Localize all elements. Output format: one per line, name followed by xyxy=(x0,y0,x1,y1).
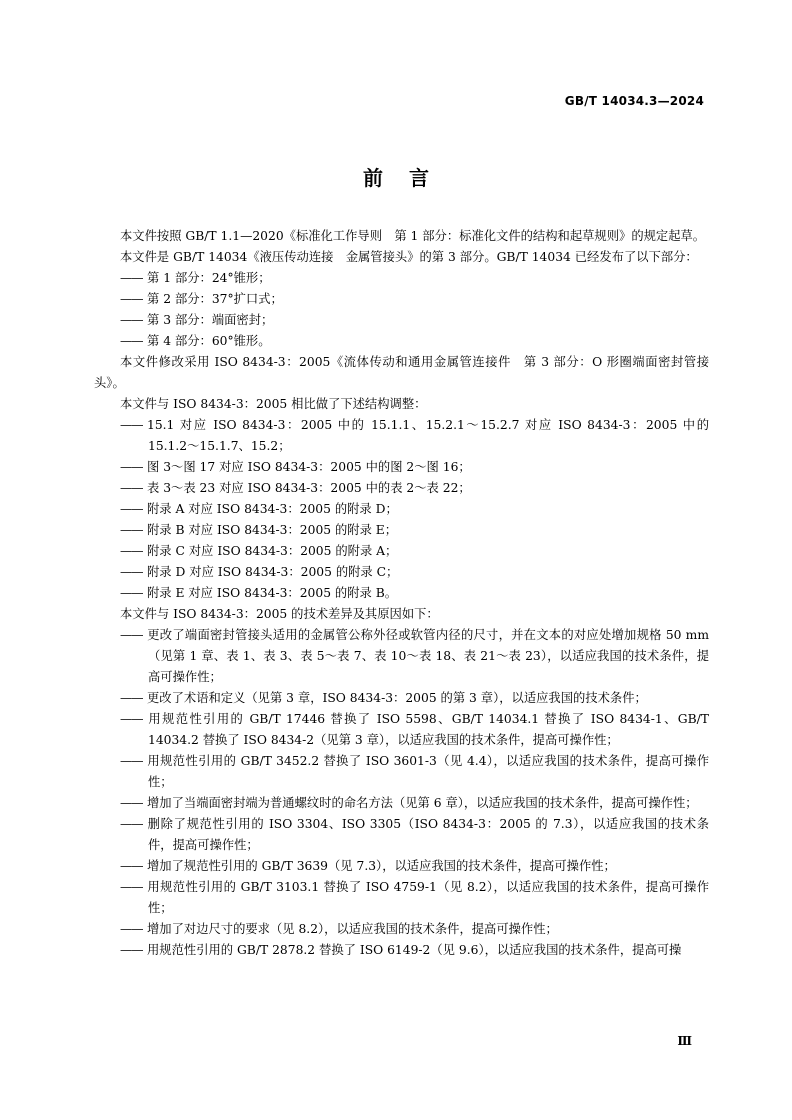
list-item: —— 第 1 部分：24°锥形； xyxy=(120,271,271,285)
list-item: —— 更改了术语和定义（见第 3 章，ISO 8434-3：2005 的第 3 章），以适应我国的技术条件； xyxy=(120,691,647,705)
list-item: —— 用规范性引用的 GB/T 3452.2 替换了 ISO 3601-3（见 4.4），以适应我国的技术条件，提高可操作性； xyxy=(120,754,709,789)
list-item: —— 删除了规范性引用的 ISO 3304、ISO 3305（ISO 8434-3：2005 的 7.3），以适应我国的技术条件，提高可操作性； xyxy=(120,817,709,852)
foreword-body xyxy=(94,226,709,961)
page-number: Ⅲ xyxy=(677,1034,692,1048)
paragraph-series-info: 本文件是 GB/T 14034《液压传动连接 金属管接头》的第 3 部分。GB/T 14034 已经发布了以下部分： xyxy=(120,250,698,264)
list-item: —— 增加了规范性引用的 GB/T 3639（见 7.3），以适应我国的技术条件，提高可操作性； xyxy=(120,859,616,873)
list-item: —— 附录 A 对应 ISO 8434-3：2005 的附录 D； xyxy=(120,502,398,516)
list-item: —— 用规范性引用的 GB/T 3103.1 替换了 ISO 4759-1（见 8.2），以适应我国的技术条件，提高可操作性； xyxy=(120,880,709,915)
list-item: —— 增加了对边尺寸的要求（见 8.2），以适应我国的技术条件，提高可操作性； xyxy=(120,922,558,936)
list-item: —— 附录 E 对应 ISO 8434-3：2005 的附录 B。 xyxy=(120,586,398,600)
list-item: —— 附录 B 对应 ISO 8434-3：2005 的附录 E； xyxy=(120,523,398,537)
paragraph-differences-intro: 本文件与 ISO 8434-3：2005 的技术差异及其原因如下： xyxy=(120,607,439,621)
structure-changes-list xyxy=(94,415,709,604)
list-item: —— 第 4 部分：60°锥形。 xyxy=(120,334,271,348)
list-item: —— 增加了当端面密封端为普通螺纹时的命名方法（见第 6 章），以适应我国的技术条件，提高可操作性； xyxy=(120,796,698,810)
list-item: —— 更改了端面密封管接头适用的金属管公称外径或软管内径的尺寸，并在文本的对应处增加规格 50 mm（见第 1 章、表 1、表 3、表 5～表 7、表 10～表 18、表 21～表 23），以适应我国的技术条件，提高可操作性； xyxy=(120,628,709,684)
list-item: —— 第 3 部分：端面密封； xyxy=(120,313,274,327)
list-item: —— 用规范性引用的 GB/T 2878.2 替换了 ISO 6149-2（见 9.6），以适应我国的技术条件，提高可操 xyxy=(120,943,682,957)
list-item: —— 表 3～表 23 对应 ISO 8434-3：2005 中的表 2～表 22； xyxy=(120,481,471,495)
list-item: —— 用规范性引用的 GB/T 17446 替换了 ISO 5598、GB/T 14034.1 替换了 ISO 8434-1、GB/T 14034.2 替换了 ISO 8434-2（见第 3 章），以适应我国的技术条件，提高可操作性； xyxy=(120,712,709,747)
list-item: —— 附录 D 对应 ISO 8434-3：2005 的附录 C； xyxy=(120,565,399,579)
paragraph-adoption: 本文件修改采用 ISO 8434-3：2005《流体传动和通用金属管连接件 第 3 部分：O 形圈端面密封管接头》。 xyxy=(94,355,709,390)
parts-list xyxy=(94,268,709,352)
paragraph-drafting-rules: 本文件按照 GB/T 1.1—2020《标准化工作导则 第 1 部分：标准化文件的结构和起草规则》的规定起草。 xyxy=(120,229,706,243)
page-title: 前言 xyxy=(363,166,455,190)
list-item: —— 附录 C 对应 ISO 8434-3：2005 的附录 A； xyxy=(120,544,398,558)
paragraph-structure-intro: 本文件与 ISO 8434-3：2005 相比做了下述结构调整： xyxy=(120,397,427,411)
standard-number-header: GB/T 14034.3—2024 xyxy=(564,94,704,108)
list-item: —— 第 2 部分：37°扩口式； xyxy=(120,292,283,306)
list-item: —— 15.1 对应 ISO 8434-3：2005 中的 15.1.1、15.2.1～15.2.7 对应 ISO 8434-3：2005 中的15.1.2～15.1.7、15.2； xyxy=(120,418,709,453)
list-item: —— 图 3～图 17 对应 ISO 8434-3：2005 中的图 2～图 16； xyxy=(120,460,471,474)
technical-differences-list xyxy=(94,625,709,961)
